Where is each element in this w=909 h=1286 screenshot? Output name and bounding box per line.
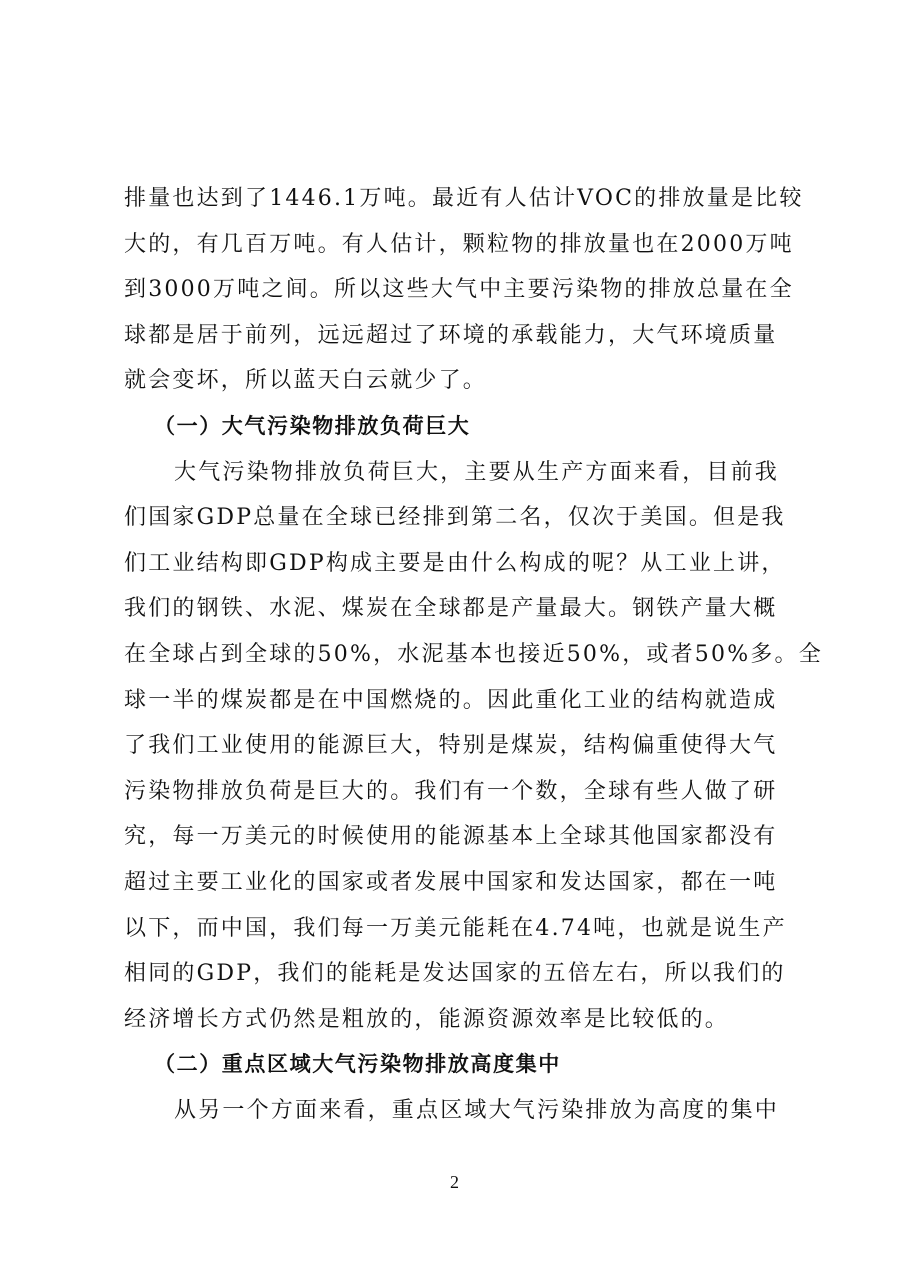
paragraph-line: 污染物排放负荷是巨大的。我们有一个数，全球有些人做了研 — [124, 778, 778, 804]
paragraph-line: 就会变坏，所以蓝天白云就少了。 — [124, 368, 488, 394]
paragraph-line: 大气污染物排放负荷巨大，主要从生产方面来看，目前我 — [174, 459, 780, 485]
page-number: 2 — [450, 1172, 459, 1192]
body-text — [124, 176, 823, 1133]
paragraph-line: 们国家GDP总量在全球已经排到第二名，仅次于美国。但是我 — [124, 505, 786, 531]
paragraph-line: 以下，而中国，我们每一万美元能耗在4.74吨，也就是说生产 — [124, 915, 787, 941]
paragraph-line: 排量也达到了1446.1万吨。最近有人估计VOC的排放量是比较 — [124, 186, 804, 211]
paragraph-line: 到3000万吨之间。所以这些大气中主要污染物的排放总量在全 — [124, 277, 794, 303]
section-heading-2: （二）重点区域大气污染物排放高度集中 — [154, 1052, 561, 1077]
paragraph-line: 相同的GDP，我们的能耗是发达国家的五倍左右，所以我们的 — [124, 961, 786, 987]
paragraph-line: 球一半的煤炭都是在中国燃烧的。因此重化工业的结构就造成 — [124, 687, 778, 713]
paragraph-line: 经济增长方式仍然是粗放的，能源资源效率是比较低的。 — [124, 1006, 730, 1032]
section-heading-1: （一）大气污染物排放负荷巨大 — [154, 413, 471, 438]
paragraph-line: 球都是居于前列，远远超过了环境的承载能力，大气环境质量 — [124, 322, 778, 348]
paragraph-line: 究，每一万美元的时候使用的能源基本上全球其他国家都没有 — [124, 824, 778, 850]
paragraph-line: 在全球占到全球的50%，水泥基本也接近50%，或者50%多。全 — [124, 641, 823, 667]
paragraph-line: 我们的钢铁、水泥、煤炭在全球都是产量最大。钢铁产量大概 — [124, 596, 778, 622]
paragraph-line: 从另一个方面来看，重点区域大气污染排放为高度的集中 — [174, 1097, 780, 1123]
paragraph-line: 大的，有几百万吨。有人估计，颗粒物的排放量也在2000万吨 — [124, 231, 794, 257]
paragraph-line: 了我们工业使用的能源巨大，特别是煤炭，结构偏重使得大气 — [124, 733, 778, 759]
paragraph-line: 超过主要工业化的国家或者发展中国家和发达国家，都在一吨 — [124, 869, 778, 895]
paragraph-line: 们工业结构即GDP构成主要是由什么构成的呢？从工业上讲， — [124, 550, 786, 576]
